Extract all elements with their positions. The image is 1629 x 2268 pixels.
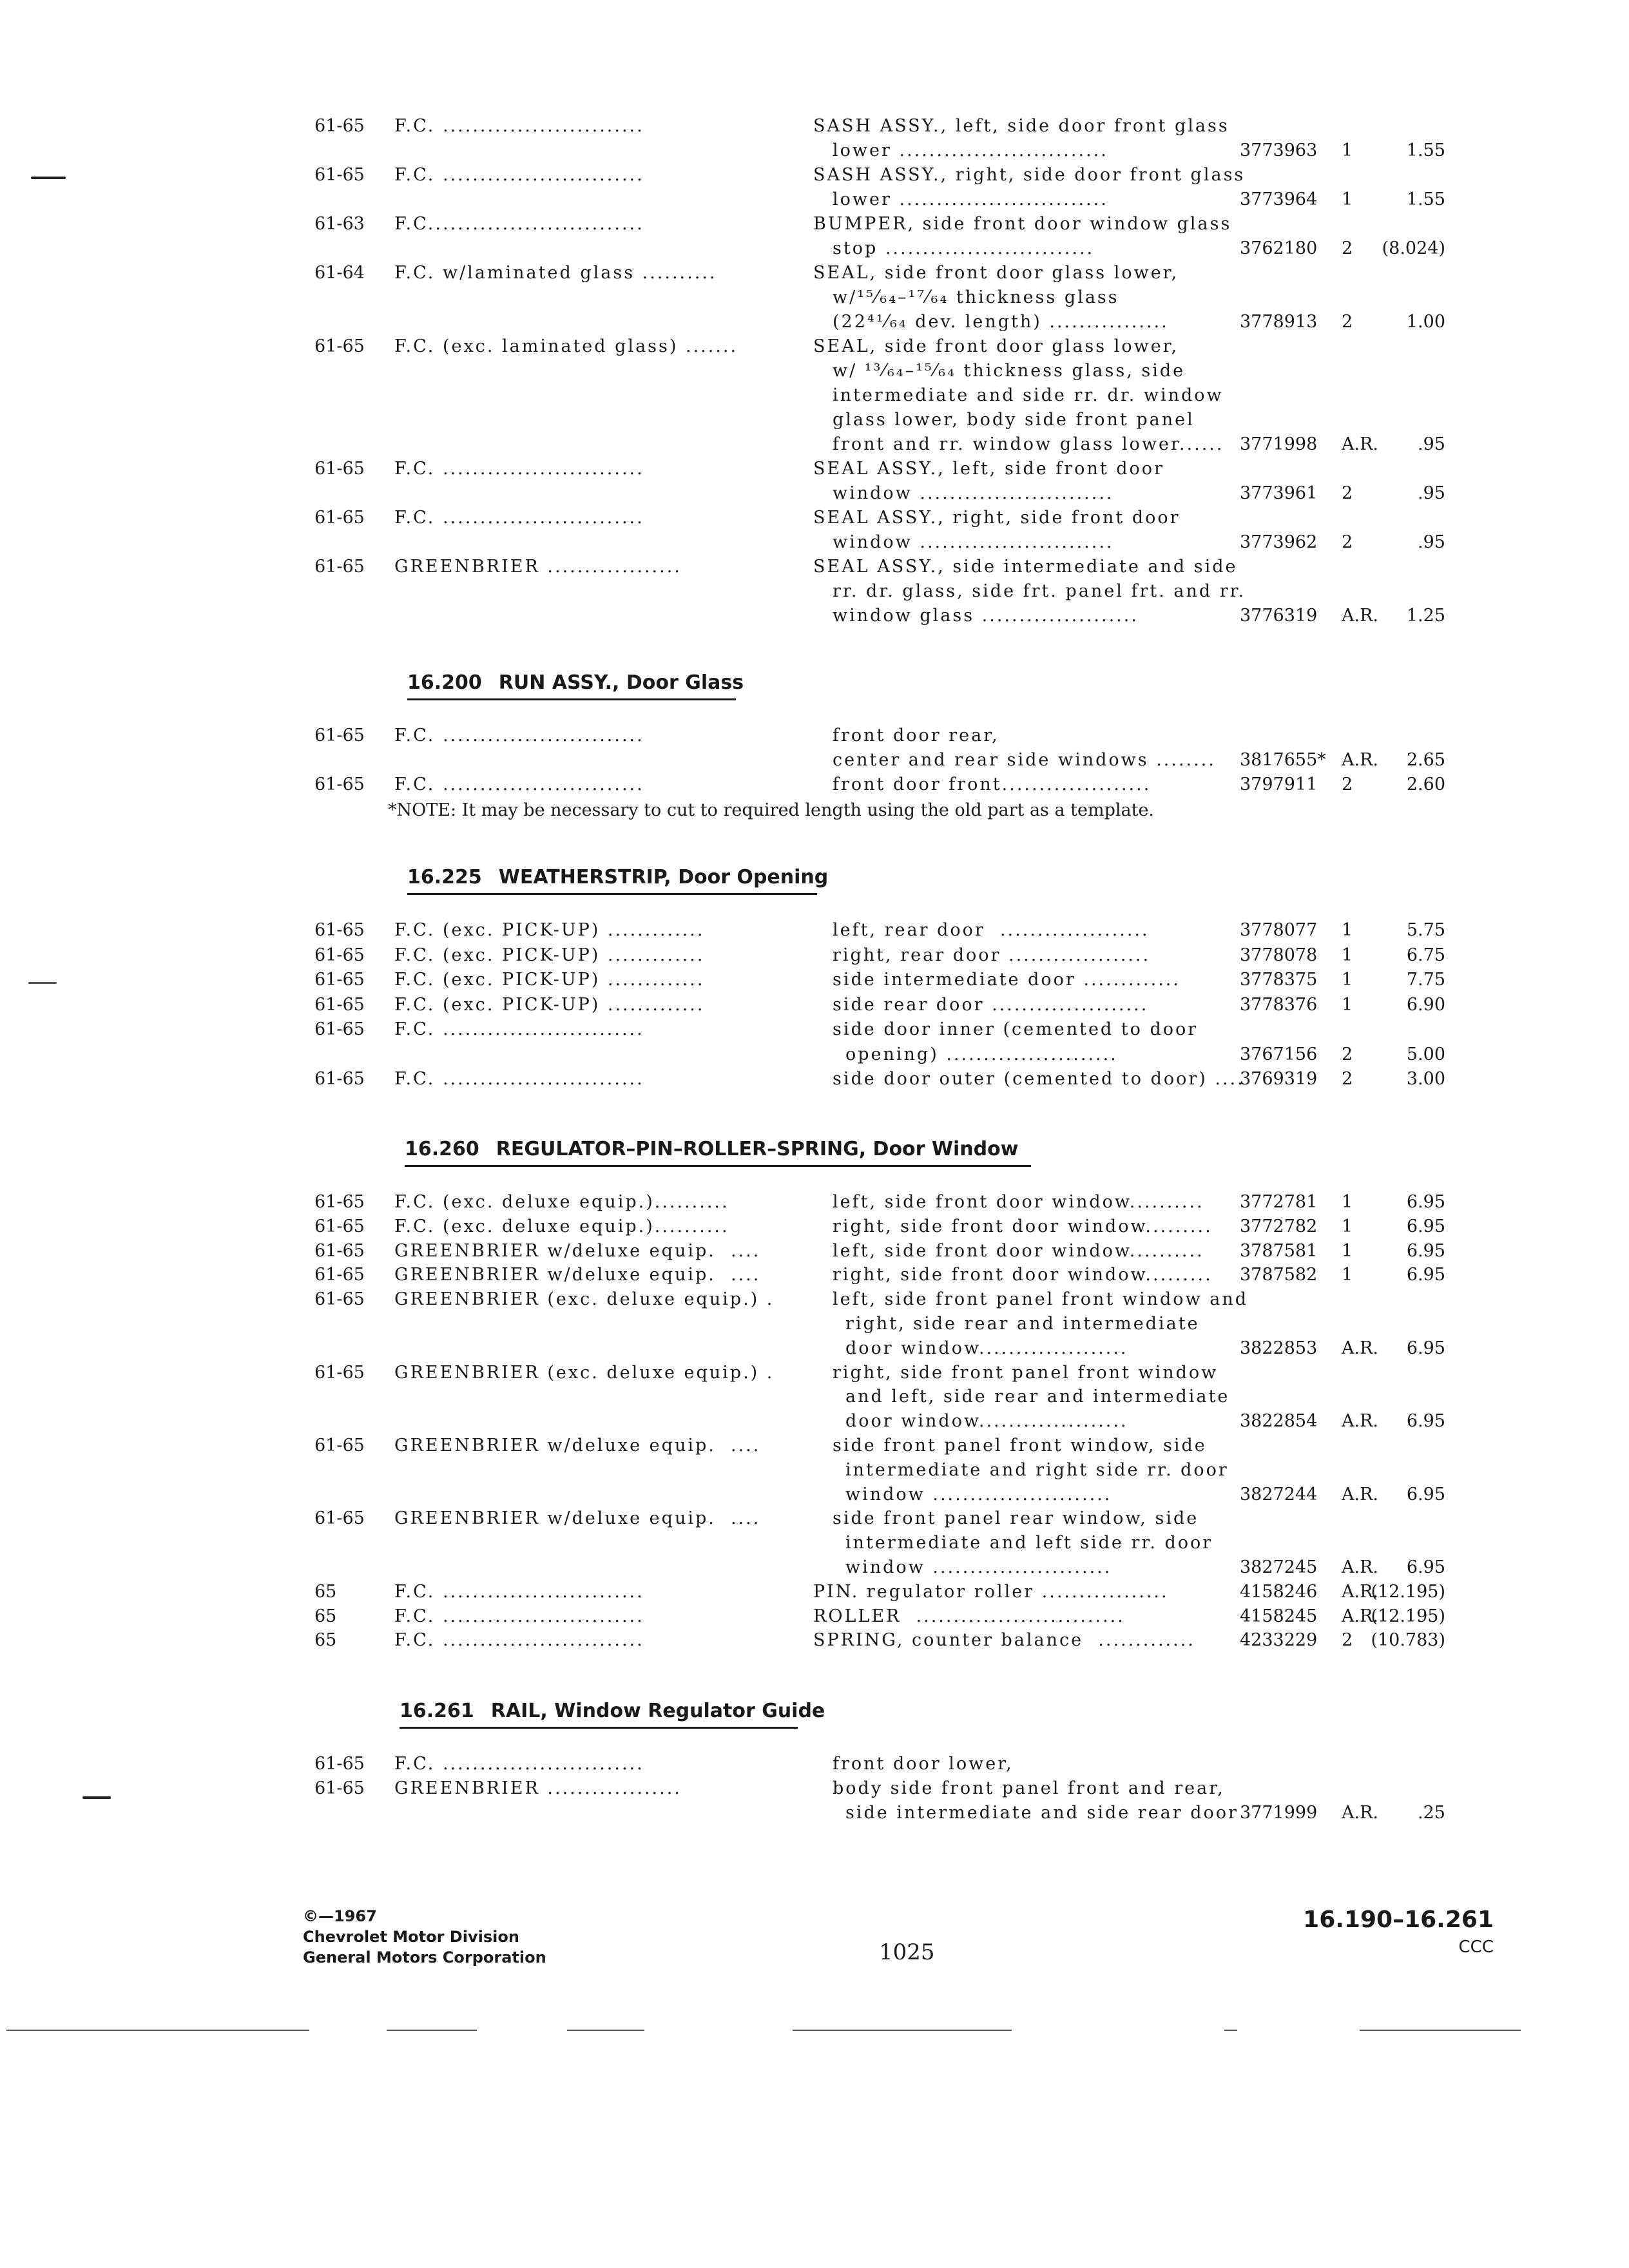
parts-row (0, 139, 1629, 165)
price: (8.024) (1382, 238, 1445, 258)
divider (1224, 2030, 1237, 2031)
price: .95 (1418, 483, 1445, 503)
part-number: 3773964 (1240, 189, 1318, 209)
parts-row (0, 1507, 1629, 1533)
part-number: 3776319 (1240, 606, 1318, 626)
part-number: 3778078 (1240, 945, 1318, 965)
part-description: right, side front panel front window (833, 1363, 1219, 1383)
parts-row (0, 968, 1629, 994)
quantity: A.R. (1342, 1606, 1378, 1626)
part-description: SEAL ASSY., right, side front door (813, 508, 1181, 528)
model-year: 61-65 (314, 1754, 365, 1774)
part-number: 3773962 (1240, 532, 1318, 552)
part-description: body side front panel front and rear, (833, 1778, 1225, 1798)
part-description: left, side front door window.......... (833, 1241, 1204, 1261)
quantity: A.R. (1342, 606, 1378, 626)
vehicle-model: F.C. ........................... (394, 1754, 644, 1774)
part-description: right, side rear and intermediate (845, 1314, 1200, 1334)
parts-row (0, 384, 1629, 410)
price: .25 (1418, 1803, 1445, 1823)
parts-row (0, 1629, 1629, 1655)
part-description: SEAL ASSY., side intermediate and side (813, 557, 1238, 577)
parts-row (0, 1434, 1629, 1460)
parts-row (0, 457, 1629, 483)
part-number: 4233229 (1240, 1630, 1318, 1650)
model-year: 61-65 (314, 165, 365, 185)
part-number: 3827244 (1240, 1485, 1318, 1504)
part-description: window ........................ (845, 1485, 1112, 1504)
price: 6.95 (1406, 1485, 1445, 1504)
parts-row (0, 482, 1629, 508)
footer-corporation: General Motors Corporation (303, 1948, 546, 1966)
parts-row (0, 1410, 1629, 1436)
part-number: 3817655* (1240, 750, 1326, 770)
vehicle-model: F.C. ........................... (394, 116, 644, 136)
price: .95 (1418, 532, 1445, 552)
parts-row (0, 1753, 1629, 1778)
vehicle-model: F.C. (exc. PICK-UP) ............. (394, 995, 705, 1015)
model-year: 61-65 (314, 945, 365, 965)
divider (793, 2030, 1012, 2031)
divider (1360, 2030, 1521, 2031)
parts-row (0, 1581, 1629, 1606)
part-number: 3822854 (1240, 1411, 1318, 1431)
parts-row (0, 1532, 1629, 1557)
quantity: 2 (1342, 238, 1353, 258)
parts-row (0, 1385, 1629, 1411)
parts-row (0, 164, 1629, 189)
part-description: left, side front door window.......... (833, 1192, 1204, 1212)
part-description: right, rear door ................... (833, 945, 1151, 965)
quantity: 2 (1342, 1069, 1353, 1089)
parts-row (0, 1191, 1629, 1216)
part-description: front door rear, (833, 726, 999, 745)
price: (10.783) (1371, 1630, 1445, 1650)
vehicle-model: F.C. ........................... (394, 1019, 644, 1039)
parts-row (0, 1043, 1629, 1069)
model-year: 61-64 (314, 263, 365, 283)
part-description: PIN. regulator roller ................. (813, 1582, 1169, 1602)
parts-row (0, 1459, 1629, 1485)
quantity: A.R. (1342, 1485, 1378, 1504)
parts-row (0, 433, 1629, 459)
price: 6.75 (1406, 945, 1445, 965)
parts-row (0, 1264, 1629, 1289)
quantity: 2 (1342, 312, 1353, 332)
footer-copyright: ©—1967 (303, 1907, 377, 1925)
model-year: 61-65 (314, 1216, 365, 1236)
quantity: 2 (1342, 1630, 1353, 1650)
price: 6.95 (1406, 1265, 1445, 1285)
part-description: left, rear door .................... (833, 920, 1150, 940)
parts-row (0, 408, 1629, 434)
parts-row (0, 749, 1629, 774)
vehicle-model: F.C. ........................... (394, 1630, 644, 1650)
part-number: 3778376 (1240, 995, 1318, 1015)
part-description: window .......................... (833, 483, 1114, 503)
part-description: lower ............................ (833, 140, 1108, 160)
part-description: front door lower, (833, 1754, 1014, 1774)
part-description: side rear door ..................... (833, 995, 1149, 1015)
quantity: 1 (1342, 1216, 1353, 1236)
vehicle-model: GREENBRIER w/deluxe equip. .... (394, 1241, 761, 1261)
model-year: 65 (314, 1606, 337, 1626)
model-year: 61-65 (314, 1508, 365, 1528)
part-number: 3771999 (1240, 1803, 1318, 1823)
price: 6.95 (1406, 1216, 1445, 1236)
quantity: A.R. (1342, 1582, 1378, 1602)
model-year: 61-65 (314, 1241, 365, 1261)
quantity: A.R. (1342, 1411, 1378, 1431)
divider (6, 2030, 309, 2031)
divider (387, 2030, 477, 2031)
section-heading (407, 865, 829, 895)
part-number: 3787581 (1240, 1241, 1318, 1261)
vehicle-model: F.C............................. (394, 214, 644, 234)
part-description: intermediate and left side rr. door (845, 1533, 1213, 1553)
scan-mark (28, 982, 57, 984)
quantity: 2 (1342, 483, 1353, 503)
price: 2.60 (1406, 774, 1445, 794)
model-year: 61-65 (314, 508, 365, 528)
vehicle-model: F.C. ........................... (394, 459, 644, 479)
part-description: SPRING, counter balance ............. (813, 1630, 1195, 1650)
vehicle-model: F.C. ........................... (394, 508, 644, 528)
price: 6.95 (1406, 1338, 1445, 1358)
price: 6.95 (1406, 1557, 1445, 1577)
part-description: window .......................... (833, 532, 1114, 552)
vehicle-model: GREENBRIER w/deluxe equip. .... (394, 1436, 761, 1456)
parts-row (0, 213, 1629, 238)
parts-row (0, 1337, 1629, 1363)
section-title: RAIL, Window Regulator Guide (490, 1700, 825, 1722)
part-number: 3778913 (1240, 312, 1318, 332)
quantity: 1 (1342, 1241, 1353, 1261)
price: 3.00 (1406, 1069, 1445, 1089)
section-heading (407, 670, 744, 700)
vehicle-model: F.C. ........................... (394, 1069, 644, 1089)
scan-mark (31, 177, 66, 179)
model-year: 61-65 (314, 1265, 365, 1285)
parts-row (0, 773, 1629, 799)
price: 6.95 (1406, 1192, 1445, 1212)
quantity: 1 (1342, 945, 1353, 965)
part-number: 3827245 (1240, 1557, 1318, 1577)
part-number: 3787582 (1240, 1265, 1318, 1285)
price: .95 (1418, 434, 1445, 454)
parts-row (0, 604, 1629, 630)
section-heading (405, 1137, 1031, 1167)
part-description: front door front.................... (833, 774, 1152, 794)
model-year: 61-63 (314, 214, 365, 234)
parts-row (0, 1483, 1629, 1509)
quantity: 2 (1342, 774, 1353, 794)
part-description: front and rr. window glass lower...... (833, 434, 1224, 454)
price: 2.65 (1406, 750, 1445, 770)
part-number: 3772781 (1240, 1192, 1318, 1212)
part-number: 4158245 (1240, 1606, 1318, 1626)
price: (12.195) (1371, 1582, 1445, 1602)
model-year: 61-65 (314, 1069, 365, 1089)
vehicle-model: F.C. ........................... (394, 1582, 644, 1602)
vehicle-model: F.C. w/laminated glass .......... (394, 263, 717, 283)
part-description: right, side front door window......... (833, 1216, 1213, 1236)
part-number: 3778375 (1240, 970, 1318, 990)
section-title: RUN ASSY., Door Glass (498, 671, 744, 694)
parts-row (0, 188, 1629, 214)
vehicle-model: F.C. ........................... (394, 165, 644, 185)
model-year: 61-65 (314, 116, 365, 136)
quantity: 1 (1342, 1192, 1353, 1212)
model-year: 61-65 (314, 1289, 365, 1309)
price: 6.95 (1406, 1411, 1445, 1431)
parts-row (0, 115, 1629, 140)
part-number: 3769319 (1240, 1069, 1318, 1089)
parts-row (0, 262, 1629, 287)
part-description: ROLLER ............................ (813, 1606, 1125, 1626)
section-range: 16.190–16.261 (1303, 1907, 1494, 1933)
vehicle-model: F.C. ........................... (394, 1606, 644, 1626)
parts-row (0, 1288, 1629, 1314)
price: 1.55 (1406, 140, 1445, 160)
parts-row (0, 360, 1629, 385)
footer-publisher (303, 1906, 546, 1968)
vehicle-model: F.C. (exc. PICK-UP) ............. (394, 970, 705, 990)
vehicle-model: GREENBRIER .................. (394, 557, 682, 577)
parts-row (0, 944, 1629, 970)
part-number: 3797911 (1240, 774, 1318, 794)
vehicle-model: F.C. (exc. PICK-UP) ............. (394, 920, 705, 940)
model-year: 61-65 (314, 557, 365, 577)
part-description: side intermediate door ............. (833, 970, 1181, 990)
quantity: 1 (1342, 1265, 1353, 1285)
footnote: *NOTE: It may be necessary to cut to required length using the old part as a template. (388, 800, 1155, 820)
vehicle-model: GREENBRIER .................. (394, 1778, 682, 1798)
part-description: BUMPER, side front door window glass (813, 214, 1232, 234)
part-description: window ........................ (845, 1557, 1112, 1577)
price: 6.90 (1406, 995, 1445, 1015)
quantity: 1 (1342, 140, 1353, 160)
model-year: 61-65 (314, 336, 365, 356)
part-description: glass lower, body side front panel (833, 410, 1195, 430)
quantity: A.R. (1342, 750, 1378, 770)
model-year: 61-65 (314, 1363, 365, 1383)
part-description: left, side front panel front window and (833, 1289, 1249, 1309)
part-number: 3771998 (1240, 434, 1318, 454)
price: 5.00 (1406, 1044, 1445, 1064)
part-description: SEAL, side front door glass lower, (813, 263, 1179, 283)
price: 1.00 (1406, 312, 1445, 332)
part-number: 3822853 (1240, 1338, 1318, 1358)
vehicle-model: GREENBRIER w/deluxe equip. .... (394, 1508, 761, 1528)
part-description: side intermediate and side rear door (845, 1803, 1239, 1823)
parts-row (0, 555, 1629, 581)
quantity: 1 (1342, 995, 1353, 1015)
section-number: 16.200 (407, 671, 482, 694)
footer-division: Chevrolet Motor Division (303, 1928, 519, 1946)
model-year: 61-65 (314, 995, 365, 1015)
part-number: 3772782 (1240, 1216, 1318, 1236)
part-description: w/ ¹³⁄₆₄–¹⁵⁄₆₄ thickness glass, side (833, 361, 1186, 381)
parts-row (0, 1215, 1629, 1241)
part-description: lower ............................ (833, 189, 1108, 209)
quantity: A.R. (1342, 1557, 1378, 1577)
quantity: 2 (1342, 532, 1353, 552)
parts-row (0, 1777, 1629, 1803)
quantity: A.R. (1342, 434, 1378, 454)
model-year: 65 (314, 1630, 337, 1650)
footer-section-range (1303, 1905, 1494, 1959)
quantity: A.R. (1342, 1803, 1378, 1823)
part-number: 3773963 (1240, 140, 1318, 160)
part-number: 4158246 (1240, 1582, 1318, 1602)
parts-row (0, 335, 1629, 361)
model-year: 61-65 (314, 970, 365, 990)
section-number: 16.225 (407, 866, 482, 889)
quantity: 1 (1342, 970, 1353, 990)
page-number: 1025 (879, 1939, 935, 1965)
price: (12.195) (1371, 1606, 1445, 1626)
section-number: 16.260 (405, 1138, 479, 1160)
parts-row (0, 1361, 1629, 1387)
parts-row (0, 1312, 1629, 1338)
price: 7.75 (1406, 970, 1445, 990)
parts-row (0, 1068, 1629, 1093)
parts-row (0, 286, 1629, 312)
vehicle-model: F.C. (exc. deluxe equip.).......... (394, 1216, 729, 1236)
part-description: (22⁴¹⁄₆₄ dev. length) ................ (833, 312, 1169, 332)
part-description: side door outer (cemented to door) .... (833, 1069, 1245, 1089)
part-description: door window.................... (845, 1338, 1128, 1358)
scan-mark (82, 1796, 111, 1799)
part-description: and left, side rear and intermediate (845, 1387, 1230, 1407)
price: 5.75 (1406, 920, 1445, 940)
model-year: 61-65 (314, 1778, 365, 1798)
part-number: 3773961 (1240, 483, 1318, 503)
quantity: 1 (1342, 189, 1353, 209)
price: 1.25 (1406, 606, 1445, 626)
divider (567, 2030, 644, 2031)
part-description: door window.................... (845, 1411, 1128, 1431)
part-description: window glass ..................... (833, 606, 1139, 626)
parts-row (0, 994, 1629, 1019)
vehicle-model: GREENBRIER w/deluxe equip. .... (394, 1265, 761, 1285)
parts-row (0, 1240, 1629, 1265)
part-number: 3778077 (1240, 920, 1318, 940)
part-description: intermediate and side rr. dr. window (833, 385, 1224, 405)
part-number: 3762180 (1240, 238, 1318, 258)
vehicle-model: F.C. (exc. deluxe equip.).......... (394, 1192, 729, 1212)
vehicle-model: F.C. (exc. laminated glass) ....... (394, 336, 738, 356)
part-description: side front panel rear window, side (833, 1508, 1199, 1528)
part-description: SEAL, side front door glass lower, (813, 336, 1179, 356)
parts-row (0, 506, 1629, 532)
part-description: center and rear side windows ........ (833, 750, 1216, 770)
catalog-code: CCC (1458, 1937, 1494, 1957)
parts-row (0, 1556, 1629, 1582)
parts-row (0, 237, 1629, 263)
part-description: SEAL ASSY., left, side front door (813, 459, 1164, 479)
section-title: REGULATOR–PIN–ROLLER–SPRING, Door Window (496, 1138, 1019, 1160)
parts-row (0, 580, 1629, 606)
model-year: 61-65 (314, 1436, 365, 1456)
part-description: opening) ....................... (845, 1044, 1118, 1064)
quantity: 2 (1342, 1044, 1353, 1064)
part-description: right, side front door window......... (833, 1265, 1213, 1285)
parts-row (0, 919, 1629, 945)
model-year: 61-65 (314, 1019, 365, 1039)
part-description: w/¹⁵⁄₆₄–¹⁷⁄₆₄ thickness glass (833, 287, 1119, 307)
parts-row (0, 724, 1629, 750)
quantity: 1 (1342, 920, 1353, 940)
model-year: 61-65 (314, 774, 365, 794)
price: 6.95 (1406, 1241, 1445, 1261)
parts-row (0, 531, 1629, 557)
part-description: intermediate and right side rr. door (845, 1460, 1229, 1480)
part-number: 3767156 (1240, 1044, 1318, 1064)
part-description: side door inner (cemented to door (833, 1019, 1199, 1039)
section-title: WEATHERSTRIP, Door Opening (498, 866, 829, 889)
part-description: side front panel front window, side (833, 1436, 1207, 1456)
parts-row (0, 1802, 1629, 1827)
part-description: SASH ASSY., left, side door front glass (813, 116, 1229, 136)
part-description: SASH ASSY., right, side door front glass (813, 165, 1246, 185)
model-year: 61-65 (314, 726, 365, 745)
model-year: 65 (314, 1582, 337, 1602)
parts-row (0, 311, 1629, 336)
section-heading (400, 1698, 825, 1729)
part-description: rr. dr. glass, side frt. panel frt. and rr. (833, 581, 1246, 601)
parts-row (0, 1605, 1629, 1631)
model-year: 61-65 (314, 459, 365, 479)
part-description: stop ............................ (833, 238, 1095, 258)
vehicle-model: F.C. (exc. PICK-UP) ............. (394, 945, 705, 965)
vehicle-model: F.C. ........................... (394, 726, 644, 745)
model-year: 61-65 (314, 920, 365, 940)
vehicle-model: GREENBRIER (exc. deluxe equip.) . (394, 1363, 775, 1383)
parts-row (0, 1018, 1629, 1044)
vehicle-model: F.C. ........................... (394, 774, 644, 794)
vehicle-model: GREENBRIER (exc. deluxe equip.) . (394, 1289, 775, 1309)
section-number: 16.261 (400, 1700, 474, 1722)
model-year: 61-65 (314, 1192, 365, 1212)
quantity: A.R. (1342, 1338, 1378, 1358)
price: 1.55 (1406, 189, 1445, 209)
